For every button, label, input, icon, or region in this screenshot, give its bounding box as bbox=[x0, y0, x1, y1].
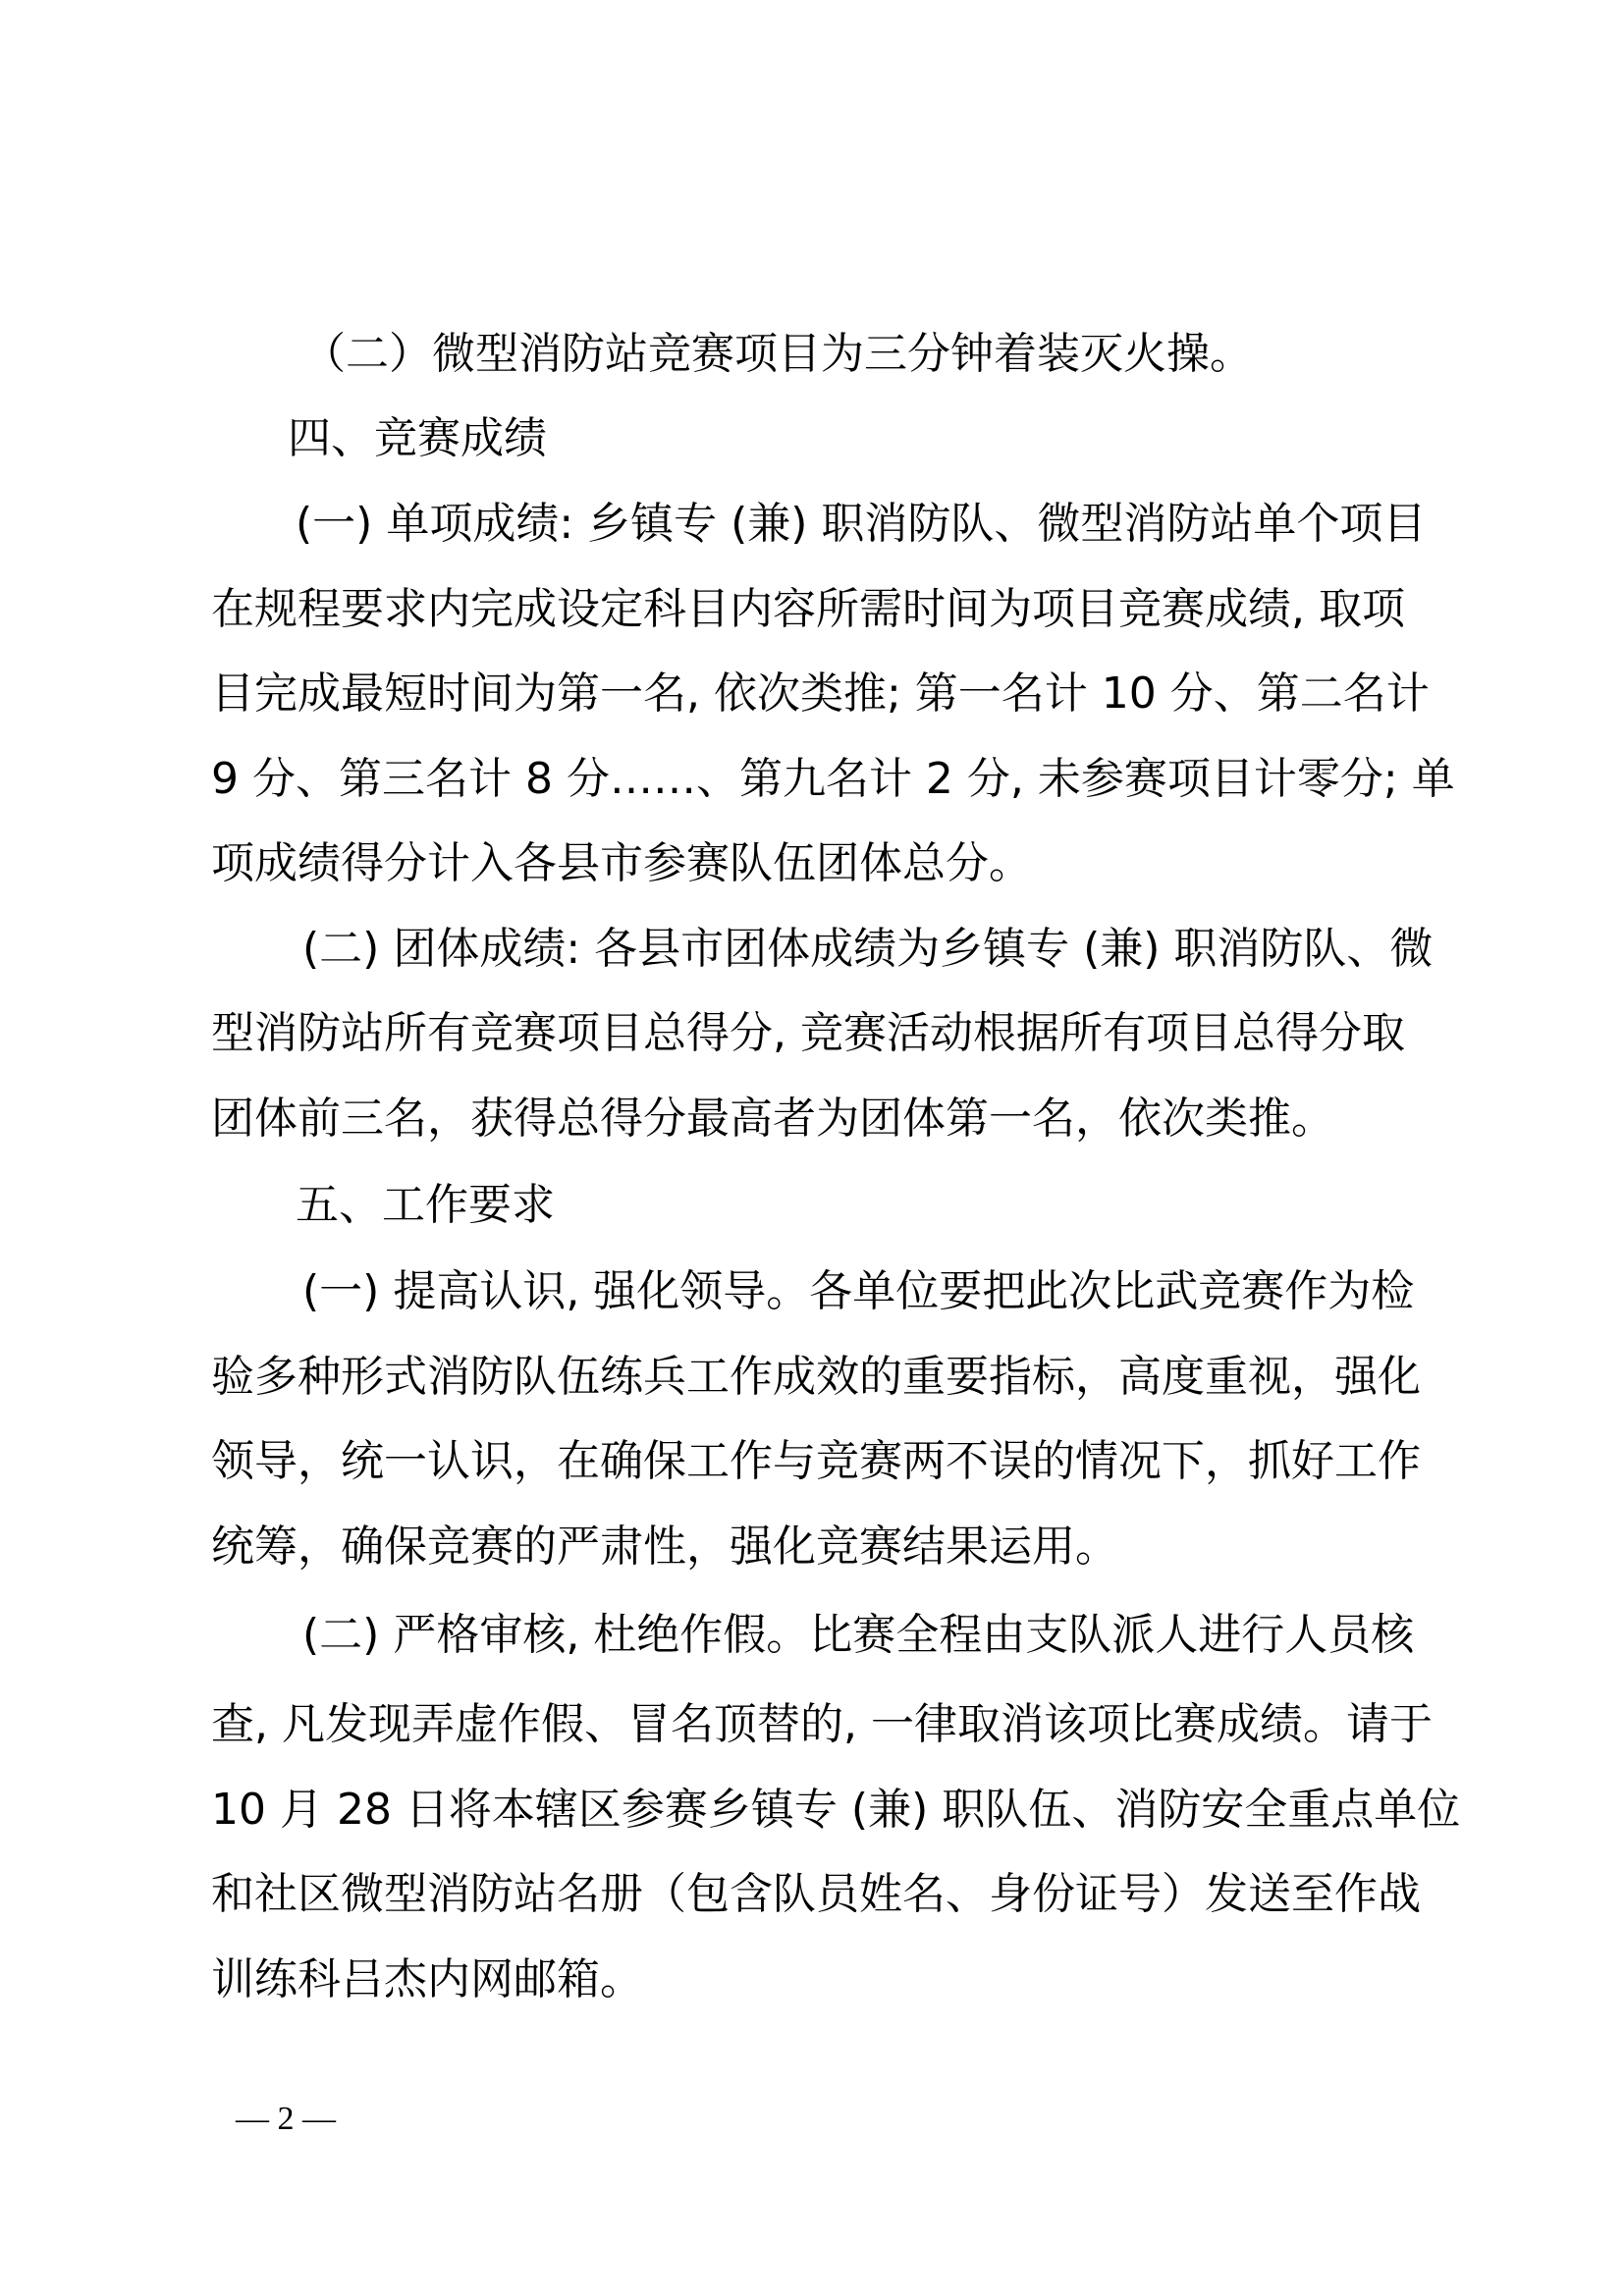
paragraph-line: 统筹，确保竞赛的严肃性，强化竞赛结果运用。 bbox=[211, 1522, 1118, 1572]
paragraph-line: 领导，统一认识，在确保工作与竞赛两不误的情况下，抓好工作 bbox=[211, 1436, 1421, 1486]
paragraph-line: (一) 单项成绩: 乡镇专 (兼) 职消防队、微型消防站单个项目 bbox=[296, 499, 1427, 549]
paragraph-line: （二）微型消防站竞赛项目为三分钟着装灭火操。 bbox=[302, 329, 1253, 379]
paragraph-line: 10 月 28 日将本辖区参赛乡镇专 (兼) 职队伍、消防安全重点单位 bbox=[211, 1785, 1461, 1835]
paragraph-line: 团体前三名，获得总得分最高者为团体第一名，依次类推。 bbox=[211, 1094, 1334, 1144]
paragraph-line: 验多种形式消防队伍练兵工作成效的重要指标，高度重视，强化 bbox=[211, 1352, 1421, 1402]
paragraph-line: (二) 严格审核, 杜绝作假。比赛全程由支队派人进行人员核 bbox=[302, 1610, 1415, 1660]
paragraph-line: 9 分、第三名计 8 分……、第九名计 2 分, 未参赛项目计零分; 单 bbox=[211, 754, 1455, 804]
paragraph-line: 在规程要求内完成设定科目内容所需时间为项目竞赛成绩, 取项 bbox=[211, 584, 1405, 634]
section-heading: 四、竞赛成绩 bbox=[288, 413, 547, 463]
section-heading: 五、工作要求 bbox=[296, 1180, 555, 1230]
paragraph-line: 项成绩得分计入各县市参赛队伍团体总分。 bbox=[211, 838, 1032, 888]
paragraph-line: 目完成最短时间为第一名, 依次类推; 第一名计 10 分、第二名计 bbox=[211, 668, 1430, 719]
paragraph-line: 型消防站所有竞赛项目总得分, 竞赛活动根据所有项目总得分取 bbox=[211, 1008, 1405, 1058]
paragraph-line: 和社区微型消防站名册（包含队员姓名、身份证号）发送至作战 bbox=[211, 1869, 1421, 1919]
paragraph-line: 查, 凡发现弄虚作假、冒名顶替的, 一律取消该项比赛成绩。请于 bbox=[211, 1699, 1433, 1749]
paragraph-line: 训练科吕杰内网邮箱。 bbox=[211, 1954, 643, 2004]
page-number: — 2 — bbox=[236, 2101, 336, 2137]
paragraph-line: (一) 提高认识, 强化领导。各单位要把此次比武竞赛作为检 bbox=[302, 1266, 1415, 1316]
paragraph-line: (二) 团体成绩: 各县市团体成绩为乡镇专 (兼) 职消防队、微 bbox=[302, 924, 1434, 974]
